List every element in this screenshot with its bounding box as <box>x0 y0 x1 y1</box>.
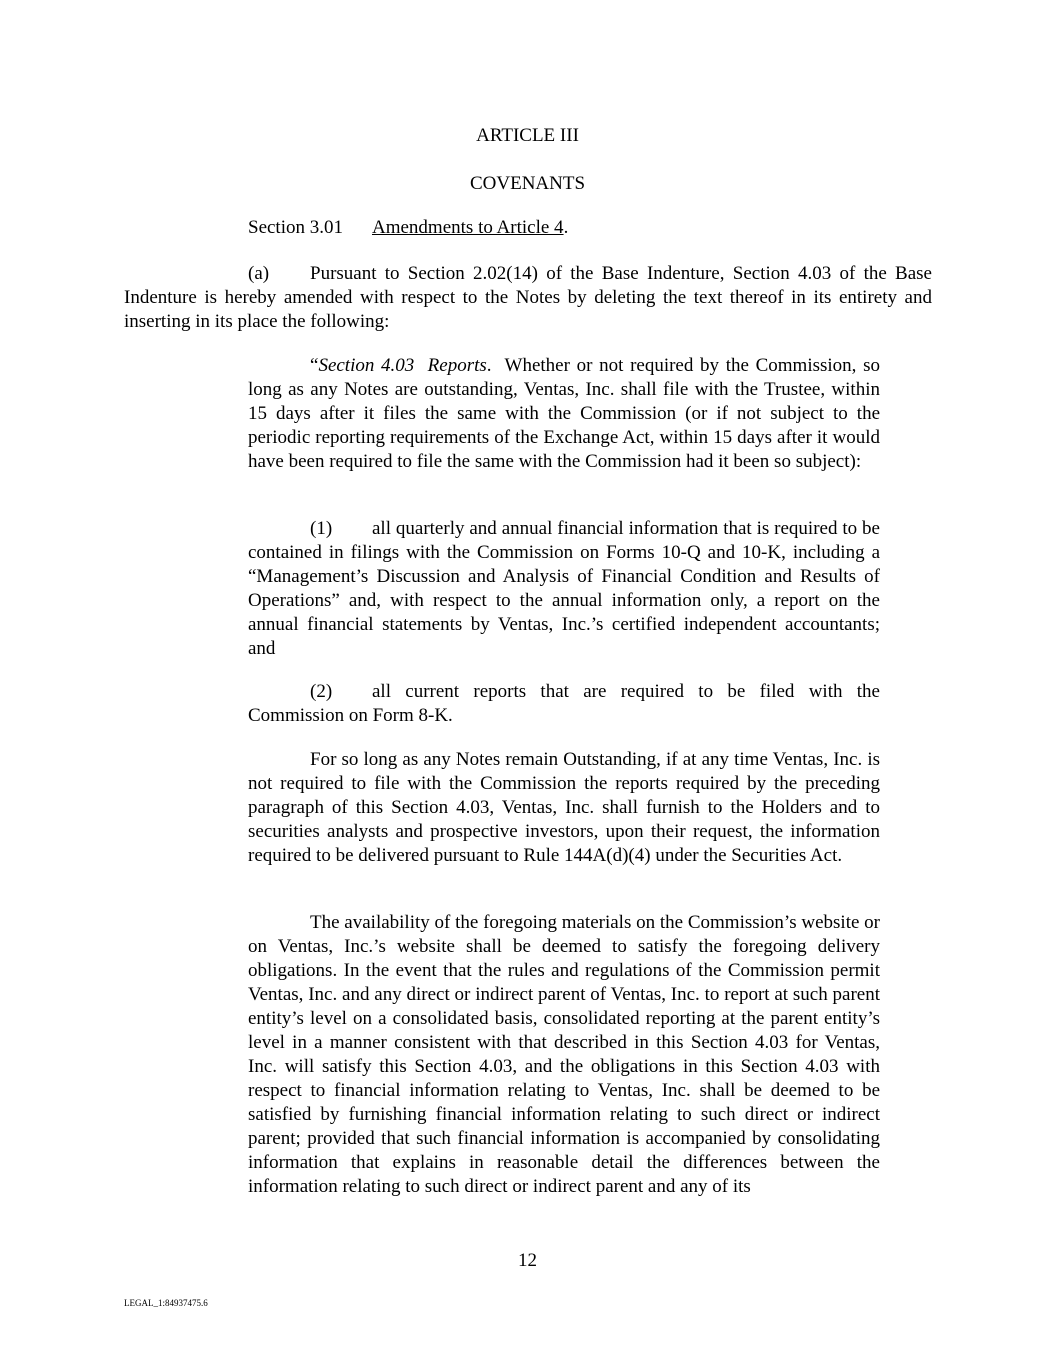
section-title: Amendments to Article 4 <box>372 217 564 238</box>
section-number: Section 3.01 <box>248 217 343 238</box>
section-heading <box>248 216 568 240</box>
quoted-section-ref: Section 4.03 <box>318 355 415 376</box>
quoted-heading-period: . <box>486 355 492 376</box>
paragraph-furnish: For so long as any Notes remain Outstanding, if at any time Ventas, Inc. is not required to file with the Commission the reports required by the preceding paragraph of this Section 4.03, Ventas, Inc. shall furnish to the Holders and to securities analysts and prospective investors, upon their request, the information required to be delivered pursuant to Rule 144A(d)(4) under the Securities Act. <box>248 749 880 866</box>
paragraph-a-text: Pursuant to Section 2.02(14) of the Base Indenture, Section 4.03 of the Base Indenture is hereby amended with respect to the Notes by deleting the text thereof in its entirety and inserting in its place the following: <box>124 263 932 332</box>
list-item-1-text: all quarterly and annual financial information that is required to be contained in filings with the Commission on Forms 10-Q and 10-K, including a “Management’s Discussion and Analysis of Financial Condition and Results of Operations” and, with respect to the annual information only, a report on the annual financial statements by Ventas, Inc.’s certified independent accountants; and <box>248 518 880 659</box>
page-number: 12 <box>518 1250 537 1271</box>
article-heading: ARTICLE III <box>476 125 579 146</box>
quoted-section-text: Whether or not required by the Commission, so long as any Notes are outstanding, Ventas, Inc. shall file with the Trustee, within 15 days after it files the same with the Commission (or if not subject to the periodic reporting requirements of the Exchange Act, within 15 days after it would have been required to file the same with the Commission had it been so subject): <box>248 355 880 472</box>
paragraph-a-label: (a) <box>248 263 270 284</box>
list-item-2 <box>248 680 880 728</box>
paragraph-availability: The availability of the foregoing materials on the Commission’s website or on Ventas, Inc.’s website shall be deemed to satisfy the foregoing delivery obligations. In the event that the rules and regulations of the Commission permit Ventas, Inc. and any direct or indirect parent of Ventas, Inc. to report at such parent entity’s level on a consolidated basis, consolidated reporting at the parent entity’s level in a manner consistent with that described in this Section 4.03 for Ventas, Inc. will satisfy this Section 4.03, and the obligations in this Section 4.03 with respect to financial information relating to Ventas, Inc. shall be deemed to be satisfied by furnishing financial information relating to such direct or indirect parent; provided that such financial information is accompanied by consolidating information that explains in reasonable detail the differences between the information relating to such direct or indirect parent and any of its <box>248 912 880 1197</box>
quoted-section-heading: Reports <box>427 355 487 376</box>
section-title-period: . <box>563 217 569 238</box>
open-quote: “ <box>310 355 319 376</box>
quoted-section-intro <box>248 354 880 474</box>
document-id: LEGAL_1:84937475.6 <box>124 1298 208 1308</box>
article-title: COVENANTS <box>469 173 586 194</box>
list-item-2-text: all current reports that are required to be filed with the Commission on Form 8-K. <box>248 681 880 726</box>
list-item-1 <box>248 517 880 661</box>
paragraph-a <box>124 262 932 334</box>
list-item-1-label: (1) <box>310 518 333 539</box>
list-item-2-label: (2) <box>310 681 333 702</box>
